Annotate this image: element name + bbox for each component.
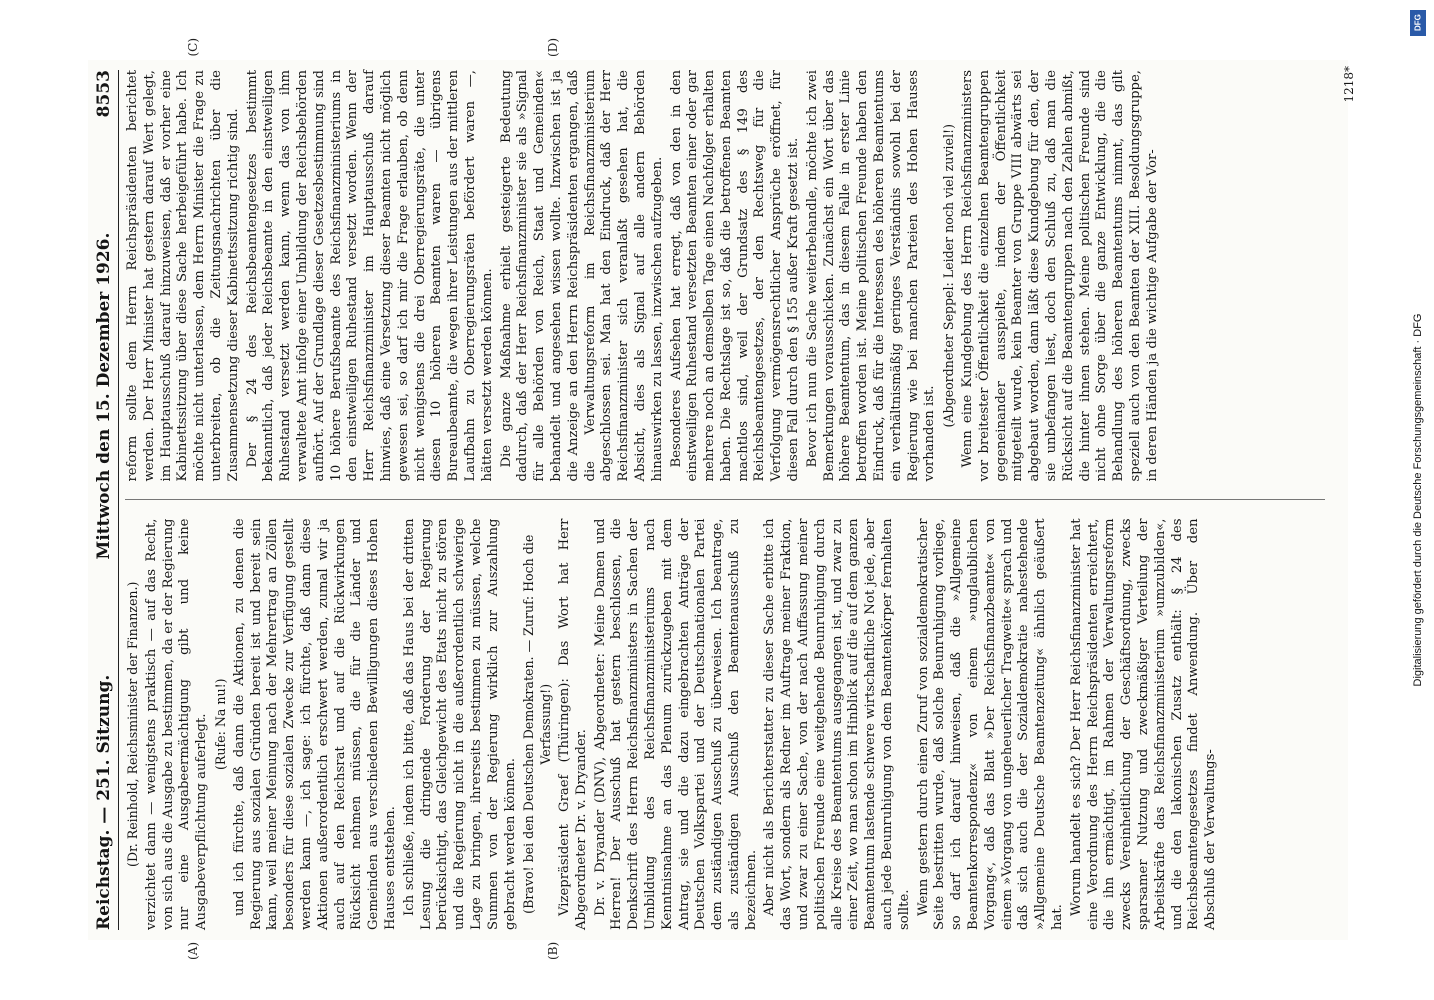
margin-mark-a: (A) [186, 941, 200, 960]
dfg-logo-icon: DFG [1410, 10, 1426, 36]
margin-mark-c: (C) [186, 38, 200, 57]
text-columns [125, 38, 1325, 960]
page-number: 8553 [94, 70, 114, 118]
right-column-paragraph: Wenn eine Kundgebung des Herrn Reichsfinanzministers vor breitester Öffentlichkeit die einzelnen Beamtengruppen gegeneinander ausspielte, indem der Öffentlichkeit mitgeteilt wurde, kein Beamter von Gruppe VIII abwärts sei abgebaut worden, dann läßt diese Kundgebung für den, der sie unbefangen liest, doch den Schluß zu, daß man die Rücksicht auf die Beamtengruppen nach den Zahlen abmißt, die hinter ihnen stehen. Meine politischen Freunde sind nicht ohne Sorge über die ganze Entwicklung, die die Behandlung des höheren Beamtentums nimmt, das gilt speziell auch von den Beamten der XIII. Besoldungsgruppe, in deren Händen ja die wichtige Aufgabe der Vor- [960, 70, 1160, 482]
footer-signature: 1218* [1342, 66, 1356, 103]
digitization-note: Digitalisierung gefördert durch die Deutsche Forschungsgemeinschaft · DFG [1412, 313, 1424, 687]
column-divider [125, 500, 1325, 501]
left-column-paragraph: (Bravo! bei den Deutschen Demokraten. — Zuruf: Hoch die Verfassung!) [521, 534, 554, 914]
margin-mark-b: (B) [546, 941, 560, 960]
right-column-paragraph: Besonderes Aufsehen hat erregt, daß von den in den einstweiligen Ruhestand versetzten Beamten einer oder gar mehrere noch an demselben Tage einen Nachfolger erhalten haben. Die Rechtslage ist so, daß die betroffenen Beamten machtlos sind, weil der Grundsatz des § 149 des Reichsbeamtengesetzes, der den Rechtsweg für die Verfolgung vermögensrechtlicher Ansprüche eröffnet, für diesen Fall durch den § 155 außer Kraft gesetzt ist. [668, 70, 802, 482]
right-column-paragraph: (Abgeordneter Seppel: Leider noch viel zuviel!) [941, 124, 957, 428]
right-column [125, 38, 1325, 482]
rotated-page-content [88, 38, 1356, 960]
left-column-paragraph: verzichtet dann — wenigstens praktisch — auf das Recht, von sich aus die Ausgabe zu bestimmen, da er der Regierung nur eine Ausgabeermächtigung gibt und keine Ausgabeverpflichtung auferlegt. [143, 518, 210, 930]
margin-mark-d: (D) [546, 38, 560, 57]
right-column-paragraph: Der § 24 des Reichsbeamtengesetzes bestimmt bekanntlich, daß jeder Reichsbeamte in den einstweiligen Ruhestand versetzt werden kann, wenn das von ihm verwaltete Amt infolge einer Umbildung der Reichsbehörden aufhört. Auf der Grundlage dieser Gesetzesbestimmung sind 10 höhere Berufsbeamte des Reichsfinanzministeriums in den einstweiligen Ruhestand versetzt worden. Wenn der Herr Reichsfinanzminister im Hauptausschuß darauf hinwies, daß eine Versetzung dieser Beamten nicht möglich gewesen sei, so darf ich mir die Frage erlauben, ob denn nicht wenigstens die drei Oberregierungsräte, die unter diesen 10 höheren Beamten waren — übrigens Bureaubeamte, die wegen ihrer Leistungen aus der mittleren Laufbahn zu Oberregierungsräten befördert waren —, hätten versetzt werden können. [244, 69, 495, 482]
running-head [94, 70, 119, 930]
left-column-paragraph: Wenn gestern durch einen Zuruf von sozialdemokratischer Seite bestritten wurde, daß solche Beunruhigung vorliege, so darf ich darauf hinweisen, daß die »Allgemeine Beamtenkorrespondenz« von einem »unglaublichen Vorgang«, daß das Blatt »Der Reichsfinanzbeamte« von einem »Vorgang von ungeheuerlicher Tragweite« sprach und daß sich auch die der Sozialdemokratie nahestehende »Allgemeine Deutsche Beamtenzeitung« ähnlich geäußert hat. [915, 518, 1066, 930]
right-column-paragraph: reform sollte dem Herrn Reichspräsidenten berichtet werden. Der Herr Minister hat gestern darauf Wert gelegt, im Hauptausschuß darauf hinzuweisen, daß er vorher eine Kabinettssitzung über diese Sache herbeigeführt habe. Ich möchte nicht unterlassen, dem Herrn Minister die Frage zu unterbreiten, ob die Zeitungsnachrichten über die Zusammensetzung dieser Kabinettssitzung richtig sind. [125, 70, 241, 482]
right-column-paragraph: Die ganze Maßnahme erhielt gesteigerte Bedeutung dadurch, daß der Herr Reichsfinanzminister sie als »Signal für alle Behörden von Reich, Staat und Gemeinden« behandelt und angesehen wissen wollte. Inzwischen ist ja die Anzeige an den Herrn Reichspräsidenten ergangen, daß die Verwaltungsreform im Reichsfinanzministerium abgeschlossen sei. Man hat den Eindruck, daß der Herr Reichsfinanzminister sich veranlaßt gesehen hat, die Absicht, dies als Signal auf alle andern Behörden hinauswirken zu lassen, inzwischen aufzugeben. [498, 70, 665, 482]
left-column-paragraph: und ich fürchte, daß dann die Aktionen, zu denen die Regierung aus sozialen Gründen bereit ist und bereit sein kann, weil meiner Meinung nach der Mehrertrag an Zöllen besonders für diese sozialen Zwecke zur Verfügung gestellt werden kann —, ich sage: ich fürchte, daß dann diese Aktionen außerordentlich erschwert werden, zumal wir ja auch auf den Reichsrat und auf die Rückwirkungen Rücksicht nehmen müssen, die für die Länder und Gemeinden aus verschiedenen Bewilligungen dieses Hohen Hauses entstehen. [231, 518, 398, 930]
left-column-paragraph: (Dr. Reinhold, Reichsminister der Finanzen.) [125, 581, 140, 867]
left-column-paragraph: Worum handelt es sich? Der Herr Reichsfinanzminister hat eine Verordnung des Herrn Reichspräsidenten erreichtert, die ihn ermächtigt, im Rahmen der Verwaltungsreform zwecks Vereinheitlichung der Geschäftsordnung, zwecks sparsamer Nutzung und zweckmäßiger Verteilung der Arbeitskräfte das Reichsfinanzministerium »umzubilden«, und die den lakonischen Zusatz enthält: § 24 des Reichsbeamtengesetzes findet Anwendung. Über den Abschluß der Verwaltungs- [1068, 518, 1219, 930]
running-head-center: Mittwoch den 15. Dezember 1926. [94, 232, 114, 560]
left-column-paragraph: Dr. v. Dryander (DNV), Abgeordneter: Meine Damen und Herren! Der Ausschuß hat gestern beschlossen, die Denkschrift des Herrn Reichsfinanzministers in Sachen der Umbildung des Reichsfinanzministeriums nach Kenntnisnahme an das Plenum zurückzugeben mit dem Antrag, sie und die dazu eingebrachten Anträge der Deutschen Volkspartei und der Deutschnationalen Partei dem zuständigen Ausschuß zu überweisen. Ich beantrage, als zuständigen Ausschuß den Beamtenausschuß zu bezeichnen. [592, 518, 759, 930]
left-column-paragraph: (Rufe: Na nu!) [212, 678, 228, 771]
left-column-paragraph: Vizepräsident Graef (Thüringen): Das Wort hat Herr Abgeordneter Dr. v. Dryander. [556, 518, 589, 930]
scanned-page [88, 38, 1356, 960]
right-column-paragraph: Bevor ich nun die Sache weiterbehandle, möchte ich zwei Bemerkungen vorausschicken. Zunächst ein Wort über das höhere Beamtentum, das in diesem Falle in erster Linie betroffen worden ist. Meine politischen Freunde haben den Eindruck, daß für die Interessen des höheren Beamtentums ein verhältnismäßig geringes Verständnis sowohl bei der Regierung wie bei manchen Parteien des Hohen Hauses vorhanden ist. [804, 70, 938, 482]
left-column-paragraph: Aber nicht als Berichterstatter zu dieser Sache erbitte ich das Wort, sondern als Redner im Auftrage meiner Fraktion, und zwar zu einer Sache, von der nach Auffassung meiner politischen Freunde eine weitgehende Beunruhigung durch alle Kreise des Beamtentums ausgegangen ist, und zwar zu einer Zeit, wo man schon im Hinblick auf die auf dem ganzen Beamtentum lastende schwere wirtschaftliche Not jede, aber auch jede Beunruhigung von dem Beamtenkörper fernhalten sollte. [762, 518, 912, 930]
left-column [125, 518, 1325, 960]
running-head-left: Reichstag. — 251. Sitzung. [94, 674, 114, 930]
left-column-paragraph: Ich schließe, indem ich bitte, daß das Haus bei der dritten Lesung die dringende Forderung der Regierung berücksichtigt, das Gleichgewicht des Etats nicht zu stören und die Regierung nicht in die außerordentlich schwierige Lage zu bringen, ihrerseits bestimmen zu müssen, welche Summen von der Regierung wirklich zur Auszahlung gebracht werden können. [401, 518, 518, 930]
